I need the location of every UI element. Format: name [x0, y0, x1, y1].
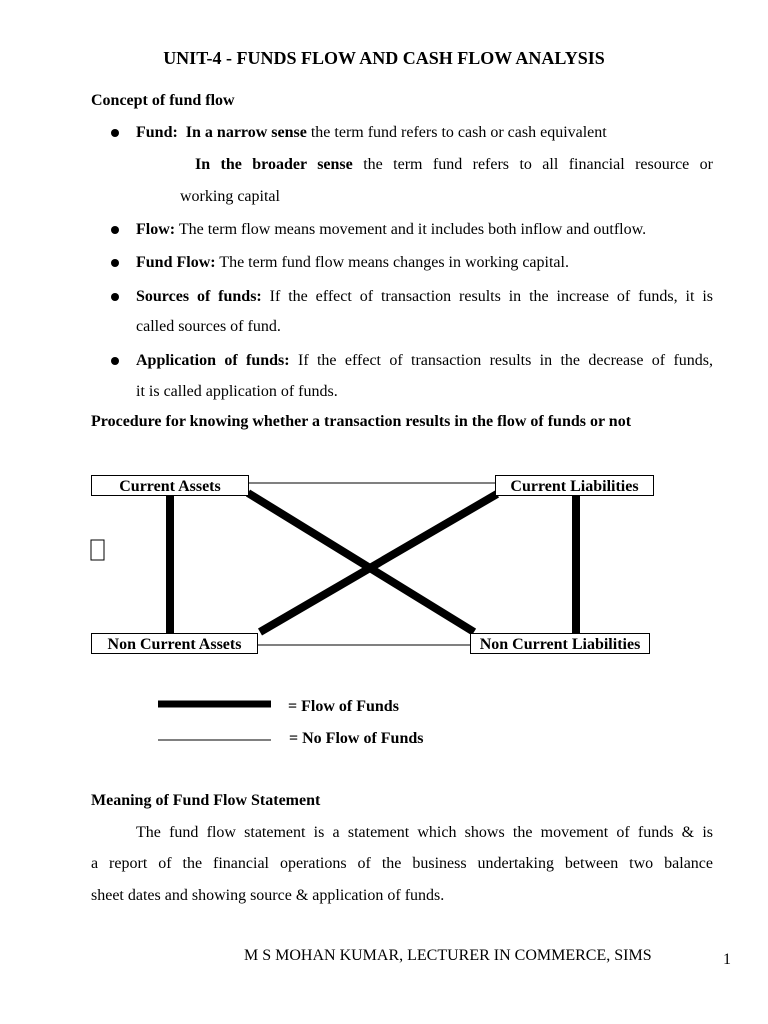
non-current-liabilities-box: Non Current Liabilities	[470, 633, 650, 654]
non-current-assets-box: Non Current Assets	[91, 633, 258, 654]
concept-heading: Concept of fund flow	[91, 92, 235, 109]
fund-label: Fund:	[136, 124, 178, 141]
legend-no-flow-label: = No Flow of Funds	[289, 730, 424, 747]
flow-text: The term flow means movement and it includes both inflow and outflow.	[178, 221, 647, 238]
current-assets-box: Current Assets	[91, 475, 249, 496]
fund-flow-text: The term fund flow means changes in working capital.	[219, 254, 569, 271]
broad-sense-text: the term fund refers to all financial resource or	[363, 156, 714, 173]
meaning-line3: sheet dates and showing source & application of funds.	[91, 887, 445, 904]
cl-nca-flow-line	[260, 494, 497, 632]
flow-label: Flow:	[136, 221, 176, 238]
page-title: UNIT-4 - FUNDS FLOW AND CASH FLOW ANALYSIS	[163, 48, 605, 68]
broad-sense-label: In the broader sense	[195, 156, 353, 173]
sources-label: Sources of funds:	[136, 288, 262, 305]
ca-ncl-flow-line	[248, 493, 474, 632]
narrow-sense-label: In a narrow sense	[185, 124, 307, 141]
application-label: Application of funds:	[136, 352, 290, 369]
fund-flow-label: Fund Flow:	[136, 254, 216, 271]
meaning-line2: a report of the financial operations of the business undertaking between two balance	[91, 855, 713, 872]
meaning-line1: The fund flow statement is a statement which shows the movement of funds & is	[136, 824, 713, 841]
sources-line2: called sources of fund.	[136, 318, 281, 335]
legend-flow-label: = Flow of Funds	[288, 698, 399, 715]
application-line2: it is called application of funds.	[136, 383, 338, 400]
narrow-sense-text: the term fund refers to cash or cash equivalent	[310, 124, 607, 141]
meaning-heading: Meaning of Fund Flow Statement	[91, 792, 321, 809]
procedure-heading: Procedure for knowing whether a transaction results in the flow of funds or not	[91, 413, 632, 430]
empty-box	[91, 540, 104, 560]
page-number: 1	[723, 951, 731, 968]
sources-text: If the effect of transaction results in the increase of funds, it is	[269, 288, 713, 305]
current-liabilities-box: Current Liabilities	[495, 475, 654, 496]
application-text: If the effect of transaction results in the decrease of funds,	[297, 352, 714, 369]
footer-author: M S MOHAN KUMAR, LECTURER IN COMMERCE, SIMS	[244, 947, 652, 964]
broad-sense-line2: working capital	[180, 188, 280, 205]
